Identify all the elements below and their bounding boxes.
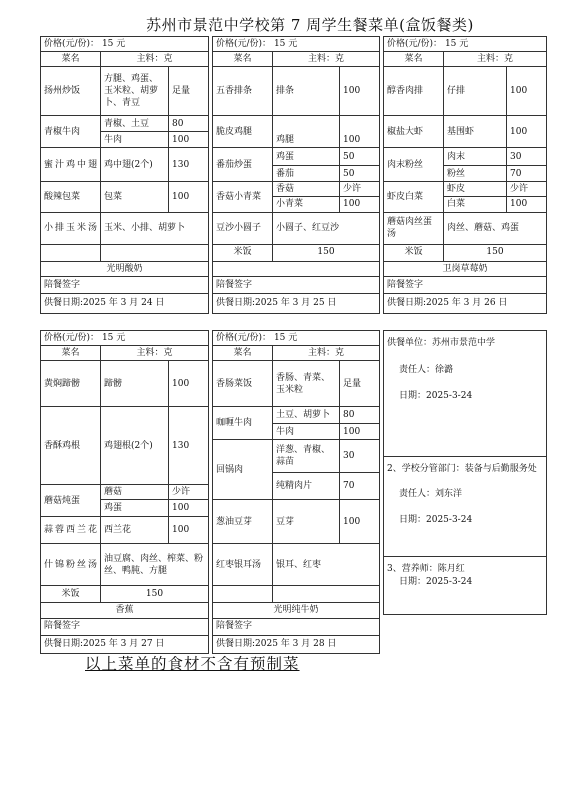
- ingredient-header: 主料：克: [273, 346, 380, 361]
- ingredient: 银耳、红枣: [273, 544, 380, 586]
- ingredient-qty: 100: [169, 500, 209, 517]
- empty-cell: [213, 586, 273, 603]
- ingredient: 肉末: [444, 148, 507, 166]
- dish-name: 什锦粉丝汤: [41, 544, 101, 586]
- supplier-person: 责任人：徐潞: [399, 364, 454, 375]
- ingredient: 鸡蛋: [273, 148, 340, 166]
- ingredient-qty: 少许: [507, 182, 547, 197]
- dish-name: 醇香肉排: [384, 67, 444, 116]
- drink: 卫岗草莓奶: [384, 261, 547, 276]
- ingredient-qty: 100: [169, 132, 209, 148]
- ingredient: 香肠、青菜、玉米粒: [273, 361, 340, 407]
- dish-name: 蘑菇炖蛋: [41, 485, 101, 517]
- rice-label: 米饭: [41, 586, 101, 603]
- dish-name: 虾皮白菜: [384, 182, 444, 212]
- empty-cell: [273, 586, 380, 603]
- ingredient: 方腿、鸡蛋、玉米粒、胡萝卜、青豆: [101, 67, 169, 116]
- supply-date: 供餐日期:2025 年 3 月 28 日: [213, 635, 380, 653]
- dish-name: 酸辣包菜: [41, 182, 101, 212]
- dish-name: 黄焖蹄髈: [41, 361, 101, 407]
- ingredient: 蘑菇: [101, 485, 169, 500]
- ingredient: 鸡蛋: [101, 500, 169, 517]
- ingredient-qty: 80: [340, 407, 380, 424]
- dish-name: 红枣银耳汤: [213, 544, 273, 586]
- supply-date: 供餐日期:2025 年 3 月 26 日: [384, 293, 547, 313]
- menu-table-week-second: [40, 330, 380, 654]
- rice-qty: 150: [444, 244, 547, 261]
- ingredient: 包菜: [101, 182, 169, 212]
- ingredient-qty: 50: [340, 148, 380, 166]
- ingredient: 油豆腐、肉丝、榨菜、粉丝、鸭肫、方腿: [101, 544, 209, 586]
- dish-name: 香肠菜饭: [213, 361, 273, 407]
- nutritionist-date: 日期：2025-3-24: [399, 576, 473, 587]
- ingredient: 虾皮: [444, 182, 507, 197]
- ingredient-qty: 70: [507, 166, 547, 182]
- ingredient: 蹄髈: [101, 361, 169, 407]
- dish-name: 五香排条: [213, 67, 273, 116]
- ingredient: 豆芽: [273, 500, 340, 544]
- ingredient: 牛肉: [101, 132, 169, 148]
- sign-cell: 陪餐签字: [41, 276, 209, 293]
- dish-name: 椒盐大虾: [384, 116, 444, 148]
- sign-cell: 陪餐签字: [41, 618, 209, 635]
- empty-cell: [213, 261, 380, 276]
- ingredient-header: 主料：克: [101, 346, 209, 361]
- ingredient: 基围虾: [444, 116, 507, 148]
- ingredient-qty: 100: [169, 361, 209, 407]
- ingredient-qty: 100: [340, 116, 380, 148]
- supply-date: 供餐日期:2025 年 3 月 25 日: [213, 293, 380, 313]
- ingredient: 排条: [273, 67, 340, 116]
- dish-header: 菜名: [213, 346, 273, 361]
- ingredient: 番茄: [273, 166, 340, 182]
- ingredient-header: 主料：克: [444, 52, 547, 67]
- empty-cell: [101, 244, 209, 261]
- menu-table-week-first: [40, 36, 547, 314]
- dish-name: 蒜蓉西兰花: [41, 517, 101, 544]
- dish-name: 小排玉米汤: [41, 212, 101, 244]
- page-title: 苏州市景范中学校第 7 周学生餐菜单(盒饭餐类): [146, 16, 474, 34]
- sign-cell: 陪餐签字: [213, 618, 380, 635]
- ingredient-qty: 100: [507, 116, 547, 148]
- dept-date: 日期：2025-3-24: [399, 515, 473, 526]
- info-panel: [383, 330, 547, 615]
- dept-name: 2、学校分管部门：装备与后勤服务处: [387, 464, 537, 474]
- ingredient: 青椒、土豆: [101, 116, 169, 132]
- footer-note: 以上菜单的食材不含有预制菜: [85, 655, 300, 673]
- ingredient: 肉丝、蘑菇、鸡蛋: [444, 212, 547, 244]
- dish-name: 青椒牛肉: [41, 116, 101, 148]
- ingredient-header: 主料：克: [273, 52, 380, 67]
- dish-header: 菜名: [384, 52, 444, 67]
- ingredient-qty: 100: [169, 182, 209, 212]
- supplier-name: 供餐单位：苏州市景范中学: [387, 338, 496, 348]
- ingredient: 粉丝: [444, 166, 507, 182]
- dish-name: 肉末粉丝: [384, 148, 444, 182]
- ingredient-qty: 100: [507, 67, 547, 116]
- price-row-fri: 价格(元/份)： 15 元: [213, 331, 380, 346]
- dept-person: 责任人：刘东洋: [399, 488, 463, 499]
- ingredient-qty: 30: [507, 148, 547, 166]
- ingredient-qty: 80: [169, 116, 209, 132]
- price-row-wed: 价格(元/份)： 15 元: [384, 37, 547, 52]
- ingredient-qty: 少许: [169, 485, 209, 500]
- drink: 光明纯牛奶: [213, 603, 380, 618]
- dish-header: 菜名: [213, 52, 273, 67]
- supplier-block: [384, 331, 547, 457]
- dish-name: 葱油豆芽: [213, 500, 273, 544]
- ingredient-header: 主料：克: [101, 52, 209, 67]
- ingredient: 洋葱、青椒、蒜苗: [273, 440, 340, 473]
- dish-header: 菜名: [41, 52, 101, 67]
- dept-block: [384, 457, 547, 557]
- price-row-mon: 价格(元/份)： 15 元: [41, 37, 209, 52]
- dish-name: 回锅肉: [213, 440, 273, 500]
- dish-name: 扬州炒饭: [41, 67, 101, 116]
- ingredient: 纯精肉片: [273, 473, 340, 500]
- ingredient: 西兰花: [101, 517, 169, 544]
- dish-name: 蘑菇肉丝蛋汤: [384, 212, 444, 244]
- dish-name: 蜜汁鸡中翅: [41, 148, 101, 182]
- ingredient-qty: 50: [340, 166, 380, 182]
- ingredient-qty: 30: [340, 440, 380, 473]
- supplier-date: 日期：2025-3-24: [399, 391, 473, 402]
- dish-header: 菜名: [41, 346, 101, 361]
- rice-label: 米饭: [213, 244, 273, 261]
- ingredient-qty: 70: [340, 473, 380, 500]
- ingredient-qty: 100: [169, 517, 209, 544]
- dish-name: 香菇小青菜: [213, 182, 273, 212]
- ingredient-qty: 130: [169, 407, 209, 485]
- ingredient-qty: 100: [340, 197, 380, 212]
- drink: 光明酸奶: [41, 261, 209, 276]
- fruit: 香蕉: [41, 603, 209, 618]
- ingredient-qty: 足量: [169, 67, 209, 116]
- ingredient-qty: 130: [169, 148, 209, 182]
- sign-cell: 陪餐签字: [213, 276, 380, 293]
- rice-qty: 150: [273, 244, 380, 261]
- rice-label: 米饭: [384, 244, 444, 261]
- ingredient: 玉米、小排、胡萝卜: [101, 212, 209, 244]
- rice-qty: 150: [101, 586, 209, 603]
- ingredient: 白菜: [444, 197, 507, 212]
- ingredient: 土豆、胡萝卜: [273, 407, 340, 424]
- dish-name: 咖喱牛肉: [213, 407, 273, 440]
- supply-date: 供餐日期:2025 年 3 月 24 日: [41, 293, 209, 313]
- ingredient: 牛肉: [273, 424, 340, 440]
- ingredient-qty: 100: [340, 424, 380, 440]
- ingredient: 鸡中翅(2个): [101, 148, 169, 182]
- sign-cell: 陪餐签字: [384, 276, 547, 293]
- supply-date: 供餐日期:2025 年 3 月 27 日: [41, 635, 209, 653]
- ingredient: 鸡腿: [273, 116, 340, 148]
- ingredient-qty: 足量: [340, 361, 380, 407]
- ingredient: 鸡翅根(2个): [101, 407, 169, 485]
- dish-name: 豆沙小圆子: [213, 212, 273, 244]
- ingredient: 仔排: [444, 67, 507, 116]
- dish-name: 香酥鸡根: [41, 407, 101, 485]
- price-row-tue: 价格(元/份)： 15 元: [213, 37, 380, 52]
- ingredient-qty: 少许: [340, 182, 380, 197]
- ingredient-qty: 100: [507, 197, 547, 212]
- price-row-thu: 价格(元/份)： 15 元: [41, 331, 209, 346]
- nutritionist-name: 3、营养师：陈月红: [387, 564, 465, 574]
- empty-cell: [41, 244, 101, 261]
- ingredient-qty: 100: [340, 500, 380, 544]
- dish-name: 脆皮鸡腿: [213, 116, 273, 148]
- ingredient-qty: 100: [340, 67, 380, 116]
- nutritionist-block: [384, 557, 547, 615]
- ingredient: 香菇: [273, 182, 340, 197]
- ingredient: 小圆子、红豆沙: [273, 212, 380, 244]
- dish-name: 番茄炒蛋: [213, 148, 273, 182]
- ingredient: 小青菜: [273, 197, 340, 212]
